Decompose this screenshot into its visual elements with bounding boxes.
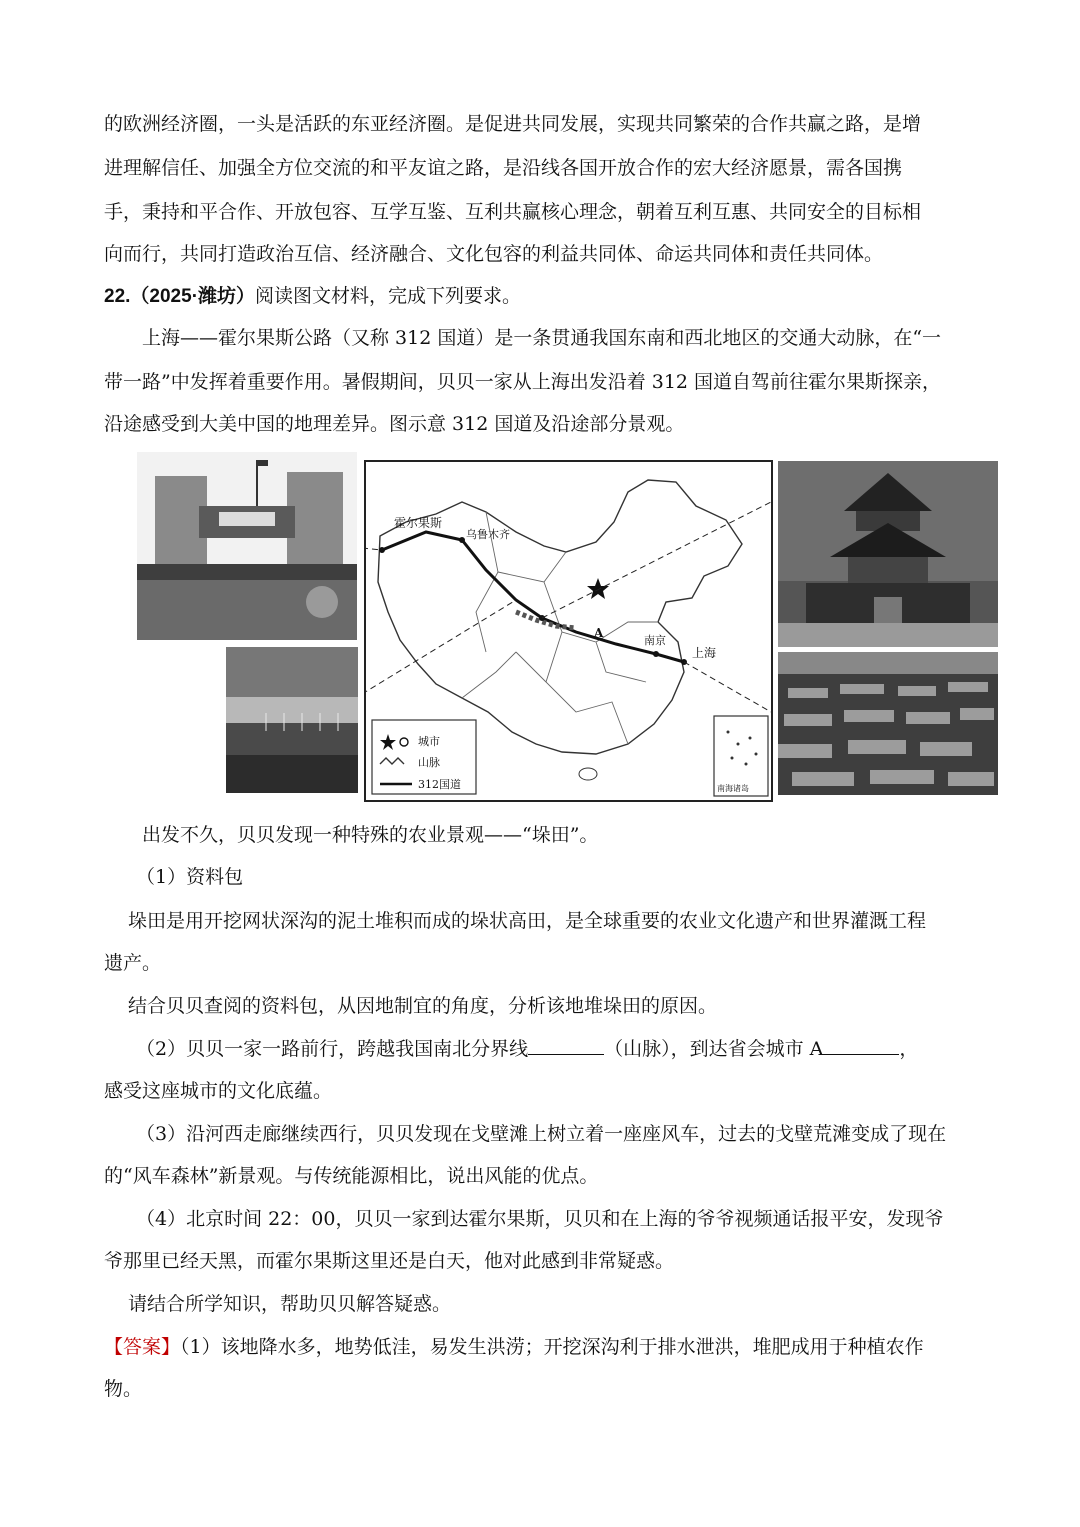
material-line-1: 上海——霍尔果斯公路（又称 312 国道）是一条贯通我国东南和西北地区的交通大动脉，在“一: [142, 327, 942, 349]
legend-city: 城市: [418, 735, 440, 748]
question-number: 22.: [104, 286, 131, 307]
intro-line-2: 进理解信任、加强全方位交流的和平友谊之路，是沿线各国开放合作的宏大经济愿景，需各国携: [104, 157, 903, 179]
q1-label: （1）资料包: [136, 866, 244, 888]
map-label-nanjing: 南京: [644, 634, 666, 647]
q3-line-1: （3）沿河西走廊继续西行，贝贝发现在戈壁滩上树立着一座座风车，过去的戈壁荒滩变成了现在: [136, 1123, 947, 1145]
material-line-2: 带一路”中发挥着重要作用。暑假期间，贝贝一家从上海出发沿着 312 国道自驾前往霍尔果斯探亲，: [104, 371, 942, 393]
question-header: [104, 283, 521, 310]
q2-blank-city[interactable]: [823, 1036, 899, 1055]
question-prompt: 阅读图文材料，完成下列要求。: [255, 285, 522, 307]
answer-line-2: 物。: [104, 1378, 143, 1400]
q3-line-2: 的“风车森林”新景观。与传统能源相比，说出风能的优点。: [104, 1165, 599, 1187]
map-label-khorgos: 霍尔果斯: [394, 516, 443, 530]
q2-blank-mountain[interactable]: [528, 1036, 604, 1055]
answer-text-1: （1）该地降水多，地势低洼，易发生洪涝；开挖深沟利于排水泄洪，堆肥成用于种植农作: [180, 1336, 924, 1358]
legend-mountain: 山脉: [418, 756, 440, 769]
q2-line-1: [136, 1036, 918, 1062]
q1-task: 结合贝贝查阅的资料包，从因地制宜的角度，分析该地堆垛田的原因。: [128, 995, 718, 1017]
map-label-shanghai: 上海: [692, 646, 717, 660]
intro-line-3: 手，秉持和平合作、开放包容、互学互鉴、互利共赢核心理念，朝着互利互惠、共同安全的目标相: [104, 201, 922, 223]
q4-line-1: （4）北京时间 22：00，贝贝一家到达霍尔果斯，贝贝和在上海的爷爷视频通话报平安，发现爷: [136, 1208, 944, 1230]
q2-part1: （2）贝贝一家一路前行，跨越我国南北分界线: [136, 1038, 529, 1060]
q1-text-line-2: 遗产。: [104, 952, 162, 974]
q4-task: 请结合所学知识，帮助贝贝解答疑惑。: [128, 1293, 452, 1315]
map-label-urumqi: 乌鲁木齐: [466, 528, 510, 541]
q4-line-2: 爷那里已经天黑，而霍尔果斯这里还是白天，他对此感到非常疑惑。: [104, 1250, 675, 1272]
photo-duotian-fields: [778, 652, 998, 795]
q2-part3: ，: [899, 1038, 919, 1060]
intro-line-1: 的欧洲经济圈，一头是活跃的东亚经济圈。是促进共同发展，实现共同繁荣的合作共赢之路，是增: [104, 113, 922, 135]
intro-line-4: 向而行，共同打造政治互信、经济融合、文化包容的利益共同体、命运共同体和责任共同体。: [104, 243, 884, 265]
inset-label: 南海诸岛: [717, 784, 749, 793]
map-label-a: A: [594, 626, 604, 640]
q2-part2: （山脉），到达省会城市 A: [604, 1038, 824, 1060]
photo-wind-farm: [226, 647, 358, 793]
photo-khorgos-port: [137, 452, 357, 640]
legend-road: 312国道: [418, 778, 461, 791]
q2-line-2: 感受这座城市的文化底蕴。: [104, 1080, 333, 1102]
scene-intro: 出发不久，贝贝发现一种特殊的农业景观——“垛田”。: [142, 824, 599, 846]
answer-line-1: [104, 1334, 924, 1360]
question-source: （2025·潍坊）: [130, 286, 256, 307]
route-map: [364, 460, 773, 802]
q1-text-line-1: 垛田是用开挖网状深沟的泥土堆积而成的垛状高田，是全球重要的农业文化遗产和世界灌溉工程: [128, 910, 927, 932]
material-line-3: 沿途感受到大美中国的地理差异。图示意 312 国道及沿途部分景观。: [104, 413, 685, 435]
answer-tag: 【答案】: [104, 1336, 181, 1358]
photo-bell-tower: [778, 461, 998, 647]
